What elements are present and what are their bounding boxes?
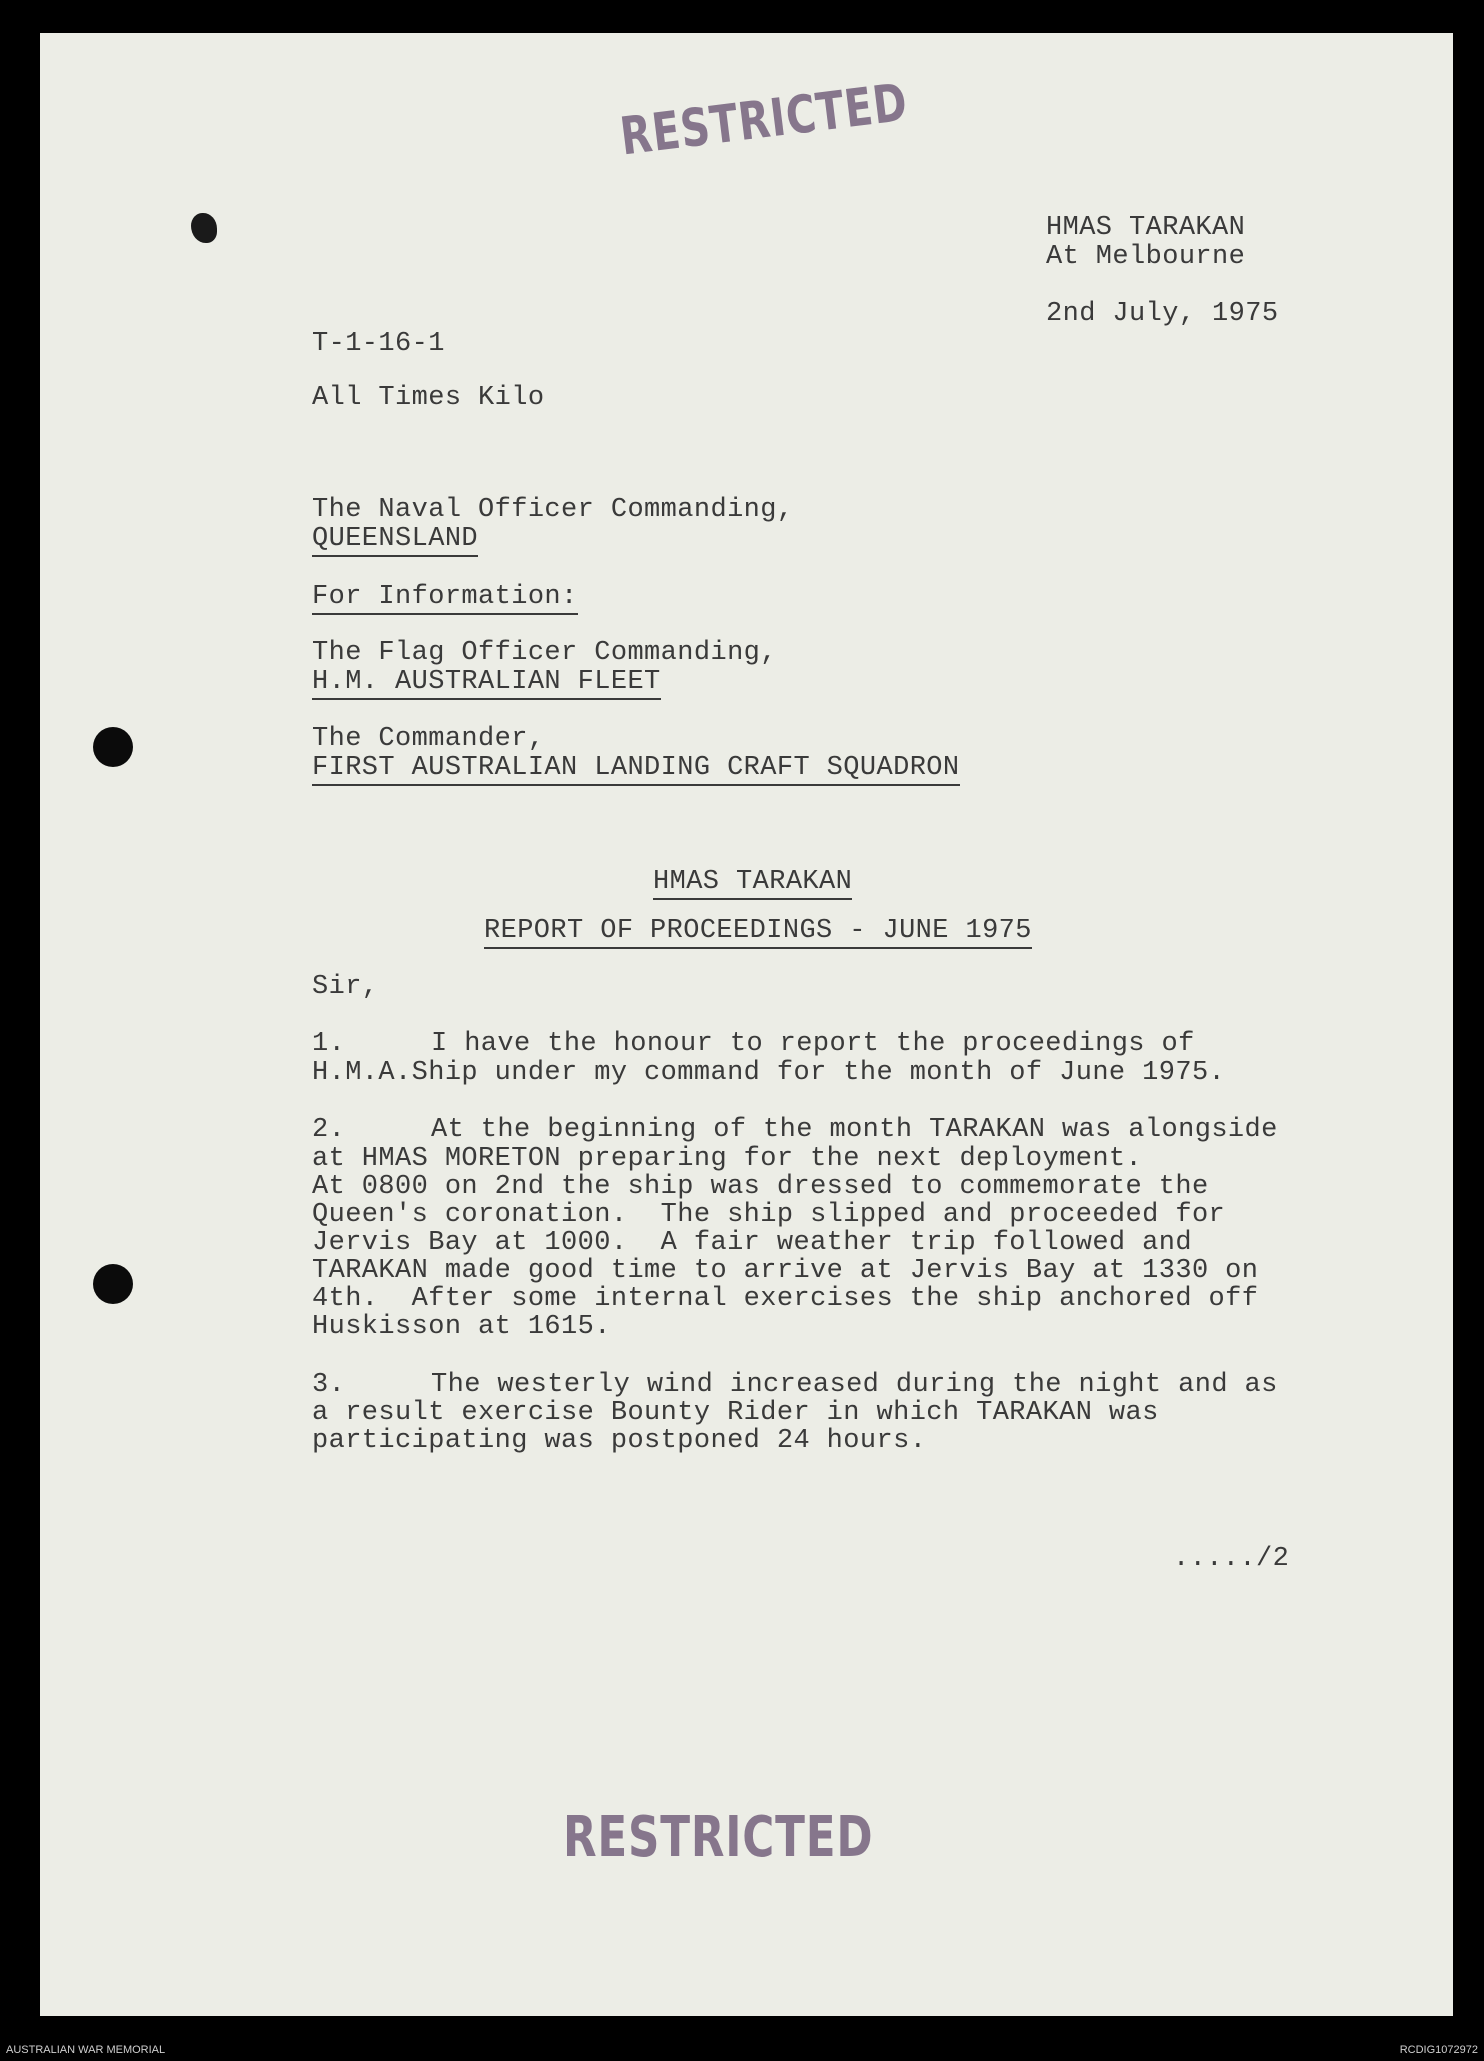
punch-hole-lower (93, 1264, 133, 1304)
header-ship: HMAS TARAKAN (1046, 213, 1246, 243)
paragraph-1-line: I have the honour to report the proceedings of (431, 1029, 1195, 1059)
report-title: REPORT OF PROCEEDINGS - JUNE 1975 (484, 917, 1032, 945)
punch-hole-upper (93, 727, 133, 767)
info1-line1: The Flag Officer Commanding, (312, 638, 777, 668)
paragraph-2-line: Jervis Bay at 1000. A fair weather trip followed and (312, 1228, 1192, 1258)
reference-number: T-1-16-1 (312, 329, 445, 359)
restricted-stamp-top: RESTRICTED (617, 72, 911, 168)
paragraph-3-line: The westerly wind increased during the night and as (431, 1370, 1278, 1400)
addressee-line2: QUEENSLAND (312, 525, 478, 553)
document-page (40, 33, 1453, 2016)
header-date: 2nd July, 1975 (1046, 299, 1279, 329)
paragraph-2-line: Huskisson at 1615. (312, 1312, 611, 1342)
paragraph-2-line: 4th. After some internal exercises the ship anchored off (312, 1284, 1259, 1314)
addressee-line1: The Naval Officer Commanding, (312, 495, 794, 525)
paragraph-1-number: 1. (312, 1029, 346, 1059)
paragraph-3-line: participating was postponed 24 hours. (312, 1426, 927, 1456)
paragraph-2-line: Queen's coronation. The ship slipped and proceeded for (312, 1200, 1226, 1230)
paragraph-2-line: At the beginning of the month TARAKAN was alongside (431, 1115, 1278, 1145)
for-information-heading: For Information: (312, 583, 578, 611)
torn-hole (191, 213, 217, 243)
info2-line1: The Commander, (312, 724, 545, 754)
salutation: Sir, (312, 972, 379, 1002)
restricted-stamp-bottom: RESTRICTED (563, 1805, 874, 1870)
paragraph-3-number: 3. (312, 1370, 346, 1400)
paragraph-2-line: at HMAS MORETON preparing for the next deployment. (312, 1144, 1143, 1174)
paragraph-3-line: a result exercise Bounty Rider in which TARAKAN was (312, 1398, 1159, 1428)
info2-line2: FIRST AUSTRALIAN LANDING CRAFT SQUADRON (312, 754, 960, 782)
paragraph-1-line: H.M.A.Ship under my command for the month of June 1975. (312, 1058, 1226, 1088)
continuation-mark: ...../2 (1173, 1544, 1290, 1574)
info1-line2: H.M. AUSTRALIAN FLEET (312, 668, 661, 696)
time-zone-note: All Times Kilo (312, 383, 545, 413)
header-location: At Melbourne (1046, 242, 1246, 272)
paragraph-2-line: At 0800 on 2nd the ship was dressed to commemorate the (312, 1172, 1209, 1202)
footer-source: AUSTRALIAN WAR MEMORIAL (6, 2044, 166, 2056)
paragraph-2-line: TARAKAN made good time to arrive at Jervis Bay at 1330 on (312, 1256, 1259, 1286)
footer-id: RCDIG1072972 (1399, 2044, 1478, 2056)
paragraph-2-number: 2. (312, 1115, 346, 1145)
report-title-ship: HMAS TARAKAN (653, 868, 852, 896)
